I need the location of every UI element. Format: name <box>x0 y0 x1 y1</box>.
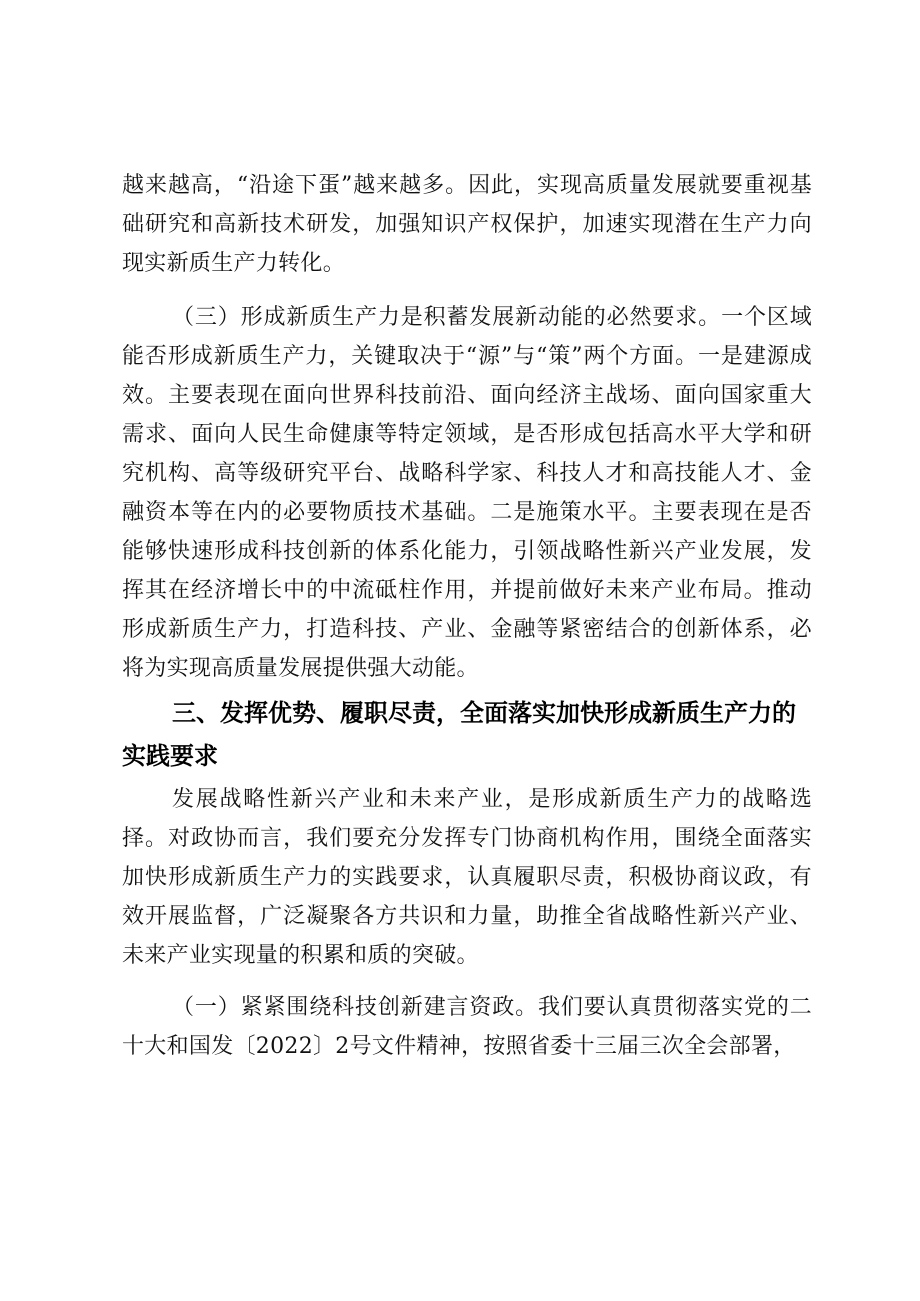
paragraph-subsection-one: （一）紧紧围绕科技创新建言资政。我们要认真贯彻落实党的二十大和国发〔2022〕2号文件精神，按照省委十三届三次全会部署， <box>122 995 812 1059</box>
paragraph-continuation: 越来越高，“沿途下蛋”越来越多。因此，实现高质量发展就要重视基础研究和高新技术研发，加强知识产权保护，加速实现潜在生产力向现实新质生产力转化。 <box>122 173 812 276</box>
paragraph-section-three: （三）形成新质生产力是积蓄发展新动能的必然要求。一个区域能否形成新质生产力，关键取决于“源”与“策”两个方面。一是建源成效。主要表现在面向世界科技前沿、面向经济主战场、面向国家重大需求、面向人民生命健康等特定领域，是否形成包括高水平大学和研究机构、高等级研究平台、战略科学家、科技人才和高技能人才、金融资本等在内的必要物质技术基础。二是施策水平。主要表现在是否能够快速形成科技创新的体系化能力，引领战略性新兴产业发展，发挥其在经济增长中的中流砥柱作用，并提前做好未来产业布局。推动形成新质生产力，打造科技、产业、金融等紧密结合的创新体系，必将为实现高质量发展提供强大动能。 <box>122 305 812 681</box>
paragraph-strategy: 发展战略性新兴产业和未来产业，是形成新质生产力的战略选择。对政协而言，我们要充分发挥专门协商机构作用，围绕全面落实加快形成新质生产力的实践要求，认真履职尽责，积极协商议政，有效开展监督，广泛凝聚各方共识和力量，助推全省战略性新兴产业、未来产业实现量的积累和质的突破。 <box>122 787 812 968</box>
section-heading: 三、发挥优势、履职尽责，全面落实加快形成新质生产力的实践要求 <box>122 699 796 770</box>
document-body <box>122 166 812 1066</box>
